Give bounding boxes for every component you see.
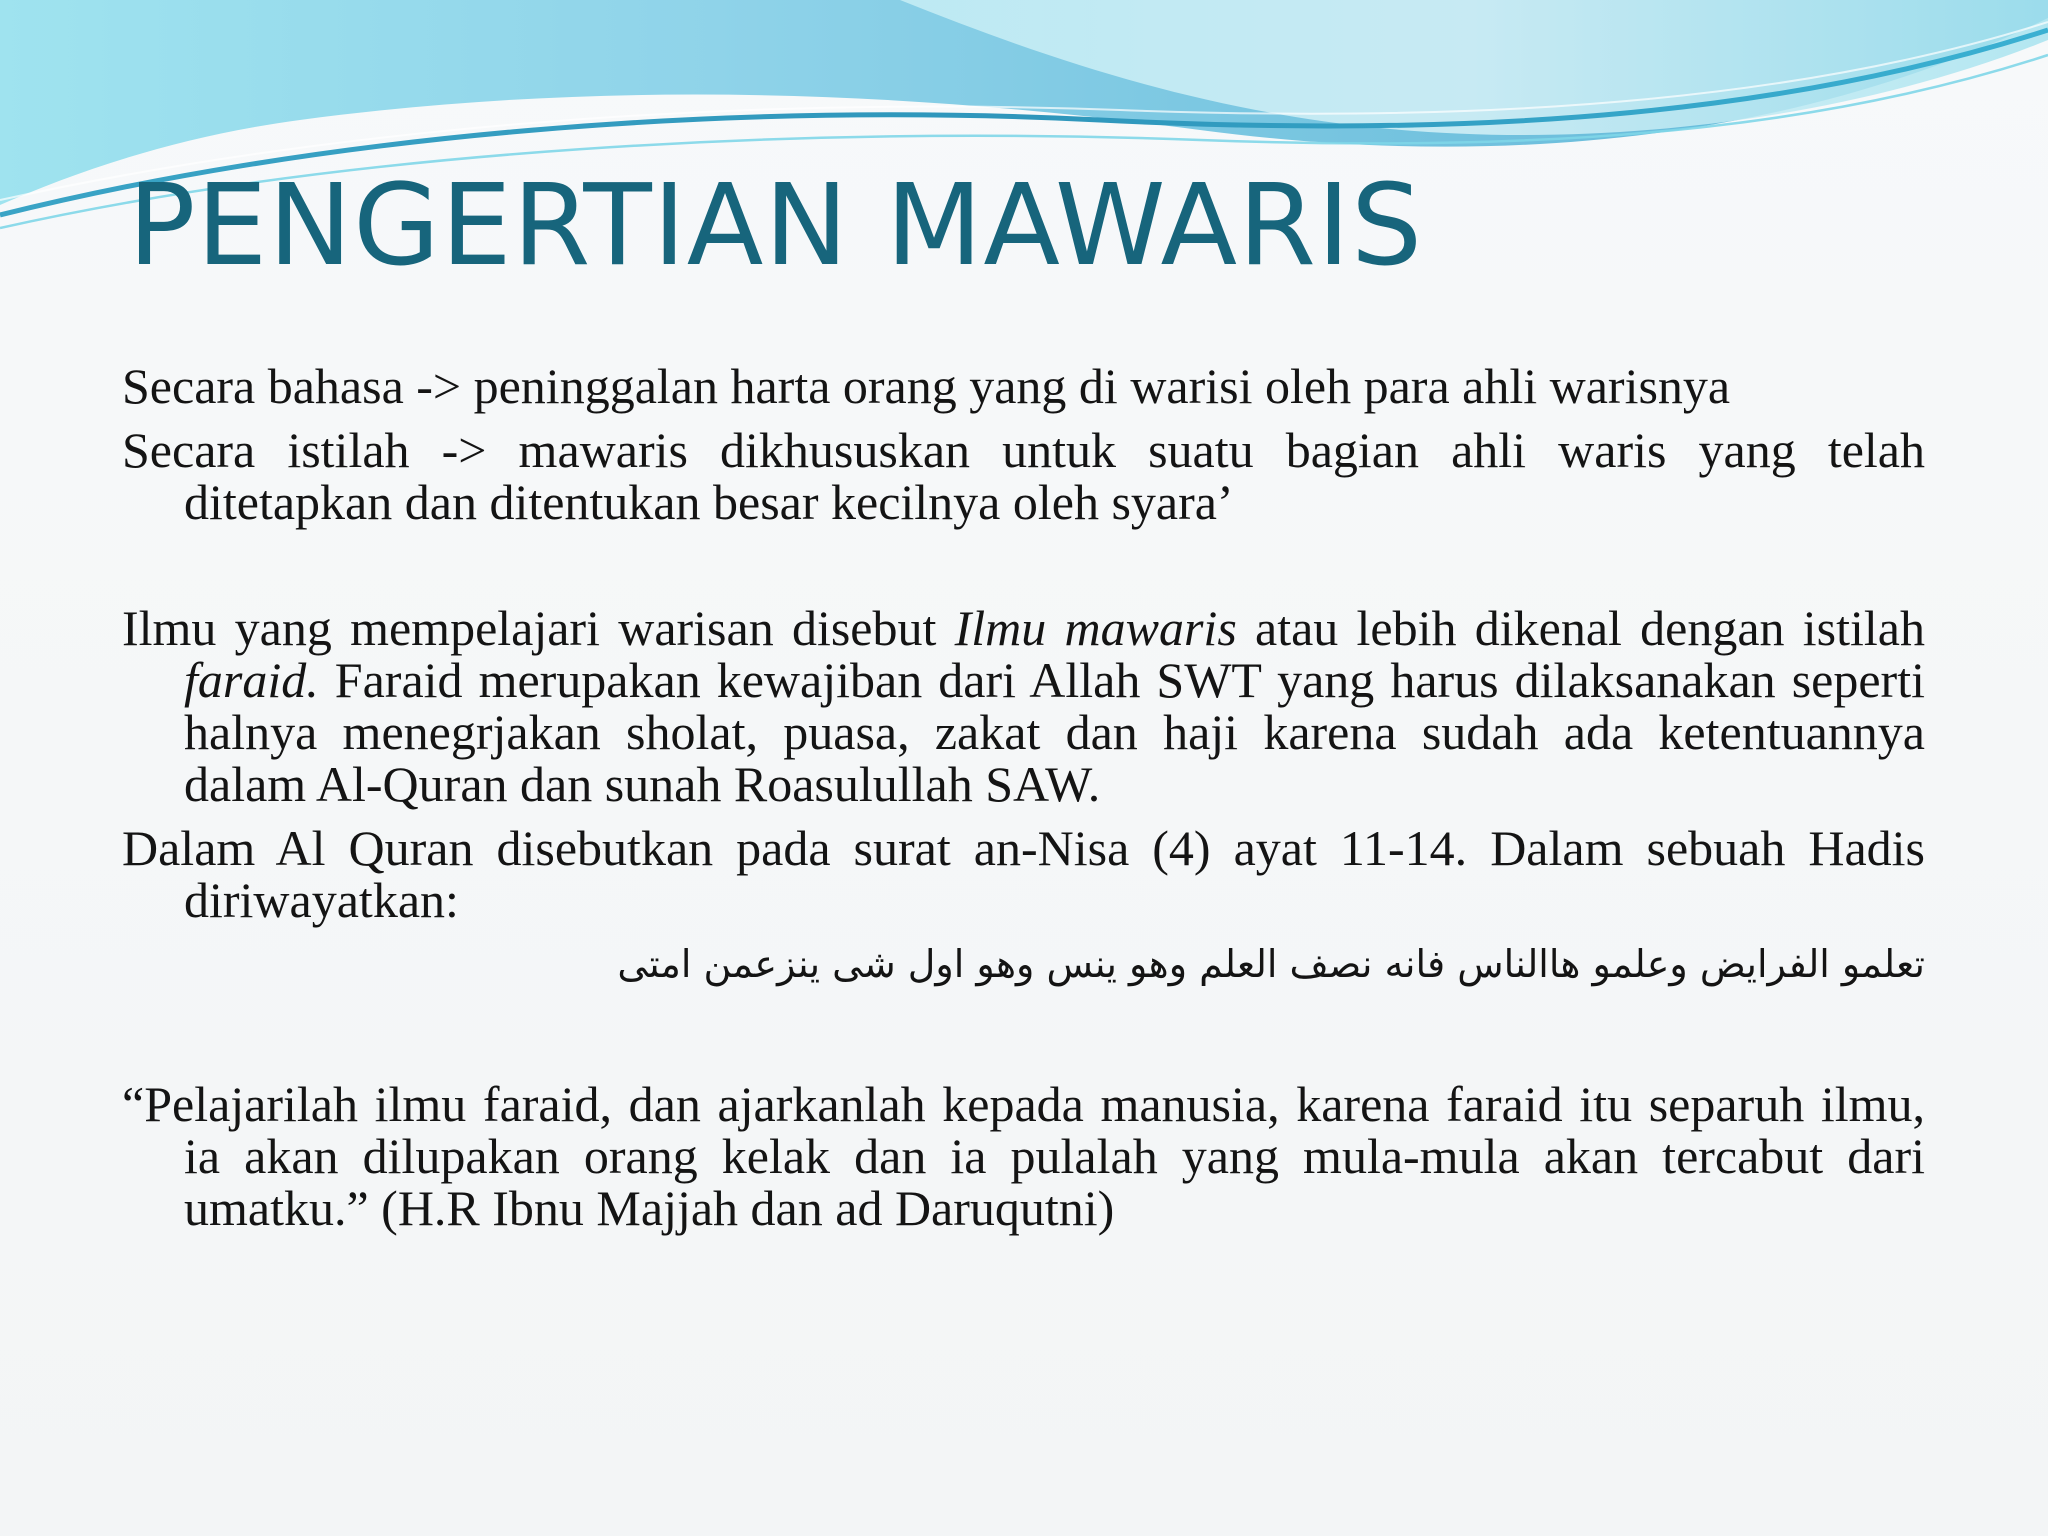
paragraph-ilmu-mawaris xyxy=(122,602,1925,810)
paragraph-hadith-translation: “Pelajarilah ilmu faraid, dan ajarkanlah kepada manusia, karena faraid itu separuh ilmu, ia akan dilupakan orang kelak dan ia pulalah yang mula-mula akan tercabut dari umatku.” (H.R Ibnu Majjah dan ad Daruqutni) xyxy=(122,1076,1925,1236)
paragraph-quran-hadis: Dalam Al Quran disebutkan pada surat an-Nisa (4) ayat 11-14. Dalam sebuah Hadis diriwayatkan: xyxy=(122,820,1925,928)
paragraph-istilah: Secara istilah -> mawaris dikhususkan untuk suatu bagian ahli waris yang telah ditetapkan dan ditentukan besar kecilnya oleh syara’ xyxy=(122,422,1925,530)
paragraph-ilmu-text-a: Ilmu yang mempelajari warisan disebut xyxy=(122,600,955,656)
paragraph-ilmu-text-c: Faraid merupakan kewajiban dari Allah SWT yang harus dilaksanakan seperti halnya menegrjakan sholat, puasa, zakat dan haji karena sudah ada ketentuannya dalam Al-Quran dan sunah Roasulullah SAW. xyxy=(184,652,1925,812)
term-ilmu-mawaris: Ilmu mawaris xyxy=(954,600,1237,656)
slide-title: PENGERTIAN MAWARIS xyxy=(128,161,1424,291)
term-faraid: faraid. xyxy=(184,652,319,708)
paragraph-bahasa: Secara bahasa -> peninggalan harta orang yang di warisi oleh para ahli warisnya xyxy=(122,358,1731,414)
arabic-hadith: تعلمو الفرايض وعلمو هاالناس فانه نصف العلم وهو ينس وهو اول شى ينزعمن امتى xyxy=(617,942,1925,986)
slide-body xyxy=(122,360,1925,1234)
paragraph-ilmu-text-b: atau lebih dikenal dengan istilah xyxy=(1236,600,1925,656)
